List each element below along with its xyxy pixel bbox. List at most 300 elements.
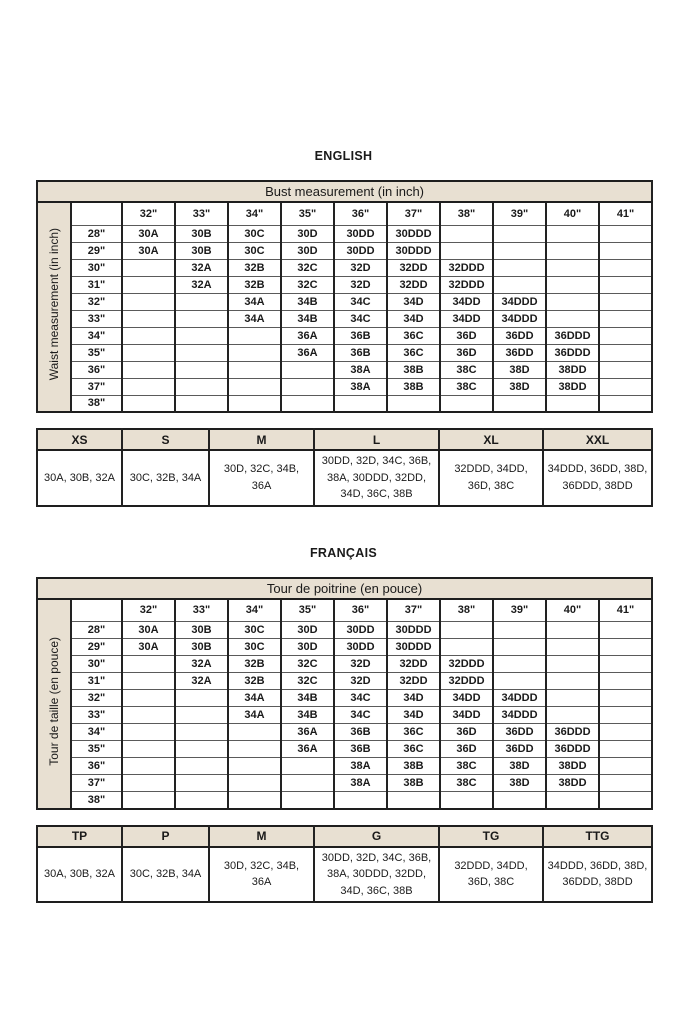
bra-size-cell: [387, 792, 440, 809]
bra-size-cell: [599, 310, 652, 327]
bra-size-cell: 32D: [334, 259, 387, 276]
bra-size-cell: 38A: [334, 775, 387, 792]
bra-size-cell: [122, 724, 175, 741]
size-group-header: M: [209, 429, 314, 450]
bra-size-cell: 34A: [228, 293, 281, 310]
bra-size-cell: 30A: [122, 622, 175, 639]
waist-value: 37": [71, 775, 122, 792]
matrix-row: [37, 775, 652, 792]
waist-value: 33": [71, 310, 122, 327]
bra-size-cell: [281, 395, 334, 412]
size-group-header: L: [314, 429, 439, 450]
bra-size-cell: 36D: [440, 741, 493, 758]
bra-size-cell: 34C: [334, 310, 387, 327]
waist-value: 32": [71, 690, 122, 707]
bra-size-cell: 34DD: [440, 310, 493, 327]
bra-size-cell: [122, 276, 175, 293]
bra-size-cell: 34DDD: [493, 707, 546, 724]
bra-size-cell: [599, 656, 652, 673]
bust-column-header: 35": [281, 202, 334, 225]
size-group-sizes: 30C, 32B, 34A: [122, 450, 209, 506]
bust-column-header: 38": [440, 599, 493, 622]
bra-size-cell: [546, 792, 599, 809]
bra-size-cell: 30DD: [334, 225, 387, 242]
size-matrix-table-french: [36, 577, 653, 810]
bra-size-cell: 32B: [228, 656, 281, 673]
size-groups-table-french: [36, 825, 653, 904]
bra-size-cell: [546, 395, 599, 412]
waist-value: 28": [71, 225, 122, 242]
matrix-band-row: [37, 181, 652, 202]
bra-size-cell: [281, 361, 334, 378]
bra-size-cell: 32DD: [387, 259, 440, 276]
bra-size-cell: [599, 707, 652, 724]
matrix-body: [37, 578, 652, 809]
bra-size-cell: 36A: [281, 344, 334, 361]
bra-size-cell: [440, 225, 493, 242]
waist-value: 35": [71, 741, 122, 758]
bra-size-cell: 32D: [334, 656, 387, 673]
bust-column-header: 33": [175, 202, 228, 225]
bra-size-cell: [281, 792, 334, 809]
bra-size-cell: [228, 378, 281, 395]
bra-size-cell: 30A: [122, 242, 175, 259]
waist-value: 30": [71, 656, 122, 673]
matrix-row: [37, 327, 652, 344]
bra-size-cell: 34C: [334, 293, 387, 310]
size-group-sizes: 30DD, 32D, 34C, 36B, 38A, 30DDD, 32DD, 34D, 36C, 38B: [314, 450, 439, 506]
bust-column-header: 39": [493, 599, 546, 622]
bra-size-cell: [334, 395, 387, 412]
bra-size-cell: [493, 622, 546, 639]
size-group-header: S: [122, 429, 209, 450]
waist-value: 32": [71, 293, 122, 310]
matrix-row: [37, 242, 652, 259]
bra-size-cell: [175, 775, 228, 792]
size-group-sizes: 30D, 32C, 34B, 36A: [209, 450, 314, 506]
size-group-header: XXL: [543, 429, 652, 450]
bra-size-cell: 34DD: [440, 707, 493, 724]
waist-value: 29": [71, 639, 122, 656]
bra-size-cell: [546, 225, 599, 242]
bra-size-cell: 38C: [440, 775, 493, 792]
waist-value: 38": [71, 395, 122, 412]
bust-measurement-header: Bust measurement (in inch): [37, 181, 652, 202]
matrix-row: [37, 622, 652, 639]
bra-size-cell: 36DD: [493, 741, 546, 758]
bra-size-cell: [599, 622, 652, 639]
bra-size-cell: [122, 327, 175, 344]
bra-size-cell: 36A: [281, 741, 334, 758]
bra-size-cell: 38DD: [546, 758, 599, 775]
bust-column-header: 36": [334, 202, 387, 225]
bra-size-cell: [599, 673, 652, 690]
bra-size-cell: 32DD: [387, 656, 440, 673]
bra-size-cell: [546, 242, 599, 259]
corner-cell: [71, 599, 122, 622]
bra-size-cell: [175, 293, 228, 310]
bra-size-cell: [334, 792, 387, 809]
bra-size-cell: [599, 327, 652, 344]
bra-size-cell: [175, 792, 228, 809]
waist-value: 31": [71, 673, 122, 690]
bra-size-cell: 36DDD: [546, 724, 599, 741]
size-matrix-table-english: [36, 180, 653, 413]
bra-size-cell: [599, 724, 652, 741]
bra-size-cell: 38DD: [546, 775, 599, 792]
bra-size-cell: [599, 758, 652, 775]
bra-size-cell: 36B: [334, 741, 387, 758]
bra-size-cell: [175, 758, 228, 775]
bra-size-cell: 38A: [334, 758, 387, 775]
bra-size-cell: 38D: [493, 378, 546, 395]
bra-size-cell: 34B: [281, 310, 334, 327]
size-groups-table-english: [36, 428, 653, 507]
bra-size-cell: [175, 741, 228, 758]
bra-size-cell: [175, 310, 228, 327]
matrix-row: [37, 792, 652, 809]
matrix-row: [37, 724, 652, 741]
bra-size-cell: 36B: [334, 327, 387, 344]
matrix-row: [37, 344, 652, 361]
bra-size-cell: 38D: [493, 775, 546, 792]
size-group-header: TG: [439, 826, 543, 847]
bra-size-cell: 32D: [334, 276, 387, 293]
bra-size-cell: 34B: [281, 690, 334, 707]
waist-value: 34": [71, 724, 122, 741]
bra-size-cell: 36C: [387, 741, 440, 758]
bra-size-cell: 30C: [228, 622, 281, 639]
bra-size-cell: 30C: [228, 242, 281, 259]
matrix-row: [37, 259, 652, 276]
bra-size-cell: [122, 293, 175, 310]
bust-column-header: 34": [228, 202, 281, 225]
bra-size-cell: 30D: [281, 622, 334, 639]
bra-size-cell: 36B: [334, 344, 387, 361]
bra-size-cell: [122, 310, 175, 327]
bra-size-cell: [599, 344, 652, 361]
bra-size-cell: 30B: [175, 242, 228, 259]
bust-column-header: 38": [440, 202, 493, 225]
bust-column-header: 36": [334, 599, 387, 622]
matrix-row: [37, 690, 652, 707]
size-group-sizes: 30C, 32B, 34A: [122, 847, 209, 903]
bra-size-cell: [546, 673, 599, 690]
size-group-sizes: 30A, 30B, 32A: [37, 450, 122, 506]
bra-size-cell: 38C: [440, 378, 493, 395]
size-group-header: M: [209, 826, 314, 847]
bra-size-cell: 34DDD: [493, 310, 546, 327]
bra-size-cell: [228, 775, 281, 792]
waist-value: 36": [71, 758, 122, 775]
bra-size-cell: 38D: [493, 758, 546, 775]
bra-size-cell: [281, 378, 334, 395]
bra-size-cell: 36C: [387, 724, 440, 741]
waist-value: 37": [71, 378, 122, 395]
bra-size-cell: [281, 775, 334, 792]
bra-size-cell: 32DDD: [440, 276, 493, 293]
bra-size-cell: 38DD: [546, 361, 599, 378]
bra-size-cell: 34C: [334, 707, 387, 724]
bra-size-cell: [599, 361, 652, 378]
bra-size-cell: 32DDD: [440, 673, 493, 690]
size-group-sizes: 34DDD, 36DD, 38D, 36DDD, 38DD: [543, 450, 652, 506]
bra-size-cell: 36D: [440, 327, 493, 344]
size-group-header: XL: [439, 429, 543, 450]
waist-axis-label: Waist measurement (in inch): [47, 228, 61, 381]
bra-size-cell: [228, 395, 281, 412]
bra-size-cell: [228, 758, 281, 775]
bra-size-cell: [493, 673, 546, 690]
bra-size-cell: 30D: [281, 225, 334, 242]
bra-size-cell: 32B: [228, 673, 281, 690]
bra-size-cell: 34DDD: [493, 293, 546, 310]
bra-size-cell: [440, 395, 493, 412]
bra-size-cell: 34D: [387, 310, 440, 327]
bra-size-cell: 34A: [228, 690, 281, 707]
bra-size-cell: [122, 259, 175, 276]
matrix-row: [37, 707, 652, 724]
bra-size-cell: [122, 741, 175, 758]
bra-size-cell: [599, 690, 652, 707]
bra-size-cell: [175, 690, 228, 707]
matrix-body: [37, 181, 652, 412]
groups-head-row: [37, 429, 652, 450]
bust-column-header: 35": [281, 599, 334, 622]
matrix-row: [37, 758, 652, 775]
bra-size-cell: 32DD: [387, 673, 440, 690]
bust-column-header: 37": [387, 599, 440, 622]
bra-size-cell: 38D: [493, 361, 546, 378]
bra-size-cell: [122, 344, 175, 361]
size-group-sizes: 32DDD, 34DD, 36D, 38C: [439, 847, 543, 903]
bra-size-cell: 32B: [228, 276, 281, 293]
bra-size-cell: 36DDD: [546, 344, 599, 361]
matrix-row: [37, 378, 652, 395]
bust-column-header: 33": [175, 599, 228, 622]
bra-size-cell: 38C: [440, 361, 493, 378]
bra-size-cell: 32C: [281, 656, 334, 673]
groups-body: [37, 429, 652, 506]
matrix-band-row: [37, 578, 652, 599]
bra-size-cell: 30DDD: [387, 639, 440, 656]
bust-column-header: 37": [387, 202, 440, 225]
bra-size-cell: [122, 395, 175, 412]
bra-size-cell: 36C: [387, 327, 440, 344]
waist-value: 36": [71, 361, 122, 378]
bra-size-cell: [281, 758, 334, 775]
matrix-row: [37, 741, 652, 758]
size-chart-section-french: [36, 546, 686, 904]
bra-size-cell: 38DD: [546, 378, 599, 395]
bra-size-cell: 38C: [440, 758, 493, 775]
bra-size-cell: [440, 639, 493, 656]
bra-size-cell: [122, 775, 175, 792]
bra-size-cell: 34DD: [440, 293, 493, 310]
bra-size-cell: [440, 792, 493, 809]
bra-size-cell: [493, 792, 546, 809]
bra-size-cell: 32C: [281, 276, 334, 293]
bra-size-cell: [546, 639, 599, 656]
bra-size-cell: 30A: [122, 225, 175, 242]
bra-size-cell: [175, 327, 228, 344]
section-title-english: ENGLISH: [314, 149, 373, 163]
bra-size-cell: 34D: [387, 707, 440, 724]
bust-column-header: 34": [228, 599, 281, 622]
bra-size-cell: 34B: [281, 293, 334, 310]
bra-size-cell: 30B: [175, 225, 228, 242]
bra-size-cell: 36A: [281, 327, 334, 344]
bra-size-cell: [122, 378, 175, 395]
bust-column-header: 41": [599, 599, 652, 622]
bra-size-cell: 38B: [387, 378, 440, 395]
waist-value: 31": [71, 276, 122, 293]
waist-axis-label: Tour de taille (en pouce): [47, 636, 61, 766]
bra-size-cell: [493, 639, 546, 656]
bra-size-cell: [228, 792, 281, 809]
bra-size-cell: 34C: [334, 690, 387, 707]
bra-size-cell: [387, 395, 440, 412]
bra-size-cell: 32DD: [387, 276, 440, 293]
bra-size-cell: 32A: [175, 276, 228, 293]
size-group-sizes: 30D, 32C, 34B, 36A: [209, 847, 314, 903]
bra-size-cell: [599, 225, 652, 242]
bra-size-cell: 36DD: [493, 344, 546, 361]
section-title-french: FRANÇAIS: [310, 545, 377, 560]
bust-measurement-header: Tour de poitrine (en pouce): [37, 578, 652, 599]
bra-size-cell: 34DDD: [493, 690, 546, 707]
bra-size-cell: 34B: [281, 707, 334, 724]
bra-size-cell: [546, 656, 599, 673]
size-group-header: TP: [37, 826, 122, 847]
bra-size-cell: 34A: [228, 707, 281, 724]
bra-size-cell: [599, 259, 652, 276]
waist-value: 34": [71, 327, 122, 344]
bra-size-cell: [546, 310, 599, 327]
bra-size-cell: 30B: [175, 639, 228, 656]
size-chart-section-english: [36, 149, 686, 507]
matrix-row: [37, 276, 652, 293]
bra-size-cell: [440, 242, 493, 259]
bra-size-cell: [493, 259, 546, 276]
bra-size-cell: 30D: [281, 639, 334, 656]
matrix-row: [37, 639, 652, 656]
bra-size-cell: 30DD: [334, 622, 387, 639]
bra-size-cell: 30DDD: [387, 622, 440, 639]
bra-size-cell: 36DD: [493, 724, 546, 741]
bra-size-cell: 38B: [387, 361, 440, 378]
bra-size-cell: [599, 378, 652, 395]
matrix-row: [37, 293, 652, 310]
bra-size-cell: [546, 622, 599, 639]
bra-size-cell: 32A: [175, 259, 228, 276]
bra-size-cell: 34DD: [440, 690, 493, 707]
bra-size-cell: [493, 225, 546, 242]
bra-size-cell: [599, 293, 652, 310]
size-group-sizes: 30DD, 32D, 34C, 36B, 38A, 30DDD, 32DD, 34D, 36C, 38B: [314, 847, 439, 903]
bra-size-cell: [546, 276, 599, 293]
bra-size-cell: [599, 775, 652, 792]
corner-cell: [71, 202, 122, 225]
bra-size-cell: 32DDD: [440, 259, 493, 276]
matrix-row: [37, 361, 652, 378]
bra-size-cell: 30C: [228, 225, 281, 242]
bust-column-header: 41": [599, 202, 652, 225]
bra-size-cell: 38A: [334, 361, 387, 378]
size-group-sizes: 30A, 30B, 32A: [37, 847, 122, 903]
bra-size-cell: [228, 327, 281, 344]
groups-body-row: [37, 847, 652, 903]
bra-size-cell: [599, 242, 652, 259]
bust-column-header: 32": [122, 599, 175, 622]
bra-size-cell: 34D: [387, 690, 440, 707]
matrix-row: [37, 395, 652, 412]
matrix-row: [37, 656, 652, 673]
bra-size-cell: 32A: [175, 656, 228, 673]
bra-size-cell: 36D: [440, 724, 493, 741]
groups-head-row: [37, 826, 652, 847]
bra-size-cell: [175, 344, 228, 361]
bra-size-cell: [175, 395, 228, 412]
size-group-sizes: 32DDD, 34DD, 36D, 38C: [439, 450, 543, 506]
bra-size-cell: 30B: [175, 622, 228, 639]
bra-size-cell: 36D: [440, 344, 493, 361]
bra-size-cell: [493, 395, 546, 412]
groups-body-row: [37, 450, 652, 506]
bra-size-cell: 36B: [334, 724, 387, 741]
bust-column-header: 40": [546, 202, 599, 225]
bra-size-cell: 36DDD: [546, 327, 599, 344]
bra-size-cell: [493, 242, 546, 259]
bra-size-cell: [546, 707, 599, 724]
bra-size-cell: [122, 707, 175, 724]
waist-value: 30": [71, 259, 122, 276]
bra-size-cell: 32C: [281, 259, 334, 276]
waist-axis-cell: [37, 599, 71, 809]
size-group-header: P: [122, 826, 209, 847]
bra-size-cell: [175, 707, 228, 724]
matrix-row: [37, 225, 652, 242]
size-group-header: TTG: [543, 826, 652, 847]
bra-size-cell: [122, 758, 175, 775]
bra-size-cell: 30DDD: [387, 242, 440, 259]
bra-size-cell: [228, 344, 281, 361]
bra-size-cell: 38A: [334, 378, 387, 395]
bra-size-cell: 30A: [122, 639, 175, 656]
groups-body: [37, 826, 652, 903]
bust-column-header: 39": [493, 202, 546, 225]
bra-size-cell: 36C: [387, 344, 440, 361]
bra-size-cell: 32B: [228, 259, 281, 276]
matrix-colhead-row: [37, 202, 652, 225]
bra-size-cell: 32C: [281, 673, 334, 690]
size-group-sizes: 34DDD, 36DD, 38D, 36DDD, 38DD: [543, 847, 652, 903]
bra-size-cell: [228, 361, 281, 378]
bust-column-header: 40": [546, 599, 599, 622]
bra-size-cell: 34D: [387, 293, 440, 310]
bra-size-cell: 30D: [281, 242, 334, 259]
bra-size-cell: [228, 724, 281, 741]
bra-size-cell: [599, 639, 652, 656]
matrix-row: [37, 310, 652, 327]
bra-size-cell: 30DDD: [387, 225, 440, 242]
bra-size-cell: 30C: [228, 639, 281, 656]
bra-size-cell: [122, 361, 175, 378]
bra-size-cell: [599, 395, 652, 412]
bra-size-cell: 30DD: [334, 242, 387, 259]
bra-size-cell: 36DDD: [546, 741, 599, 758]
waist-value: 29": [71, 242, 122, 259]
